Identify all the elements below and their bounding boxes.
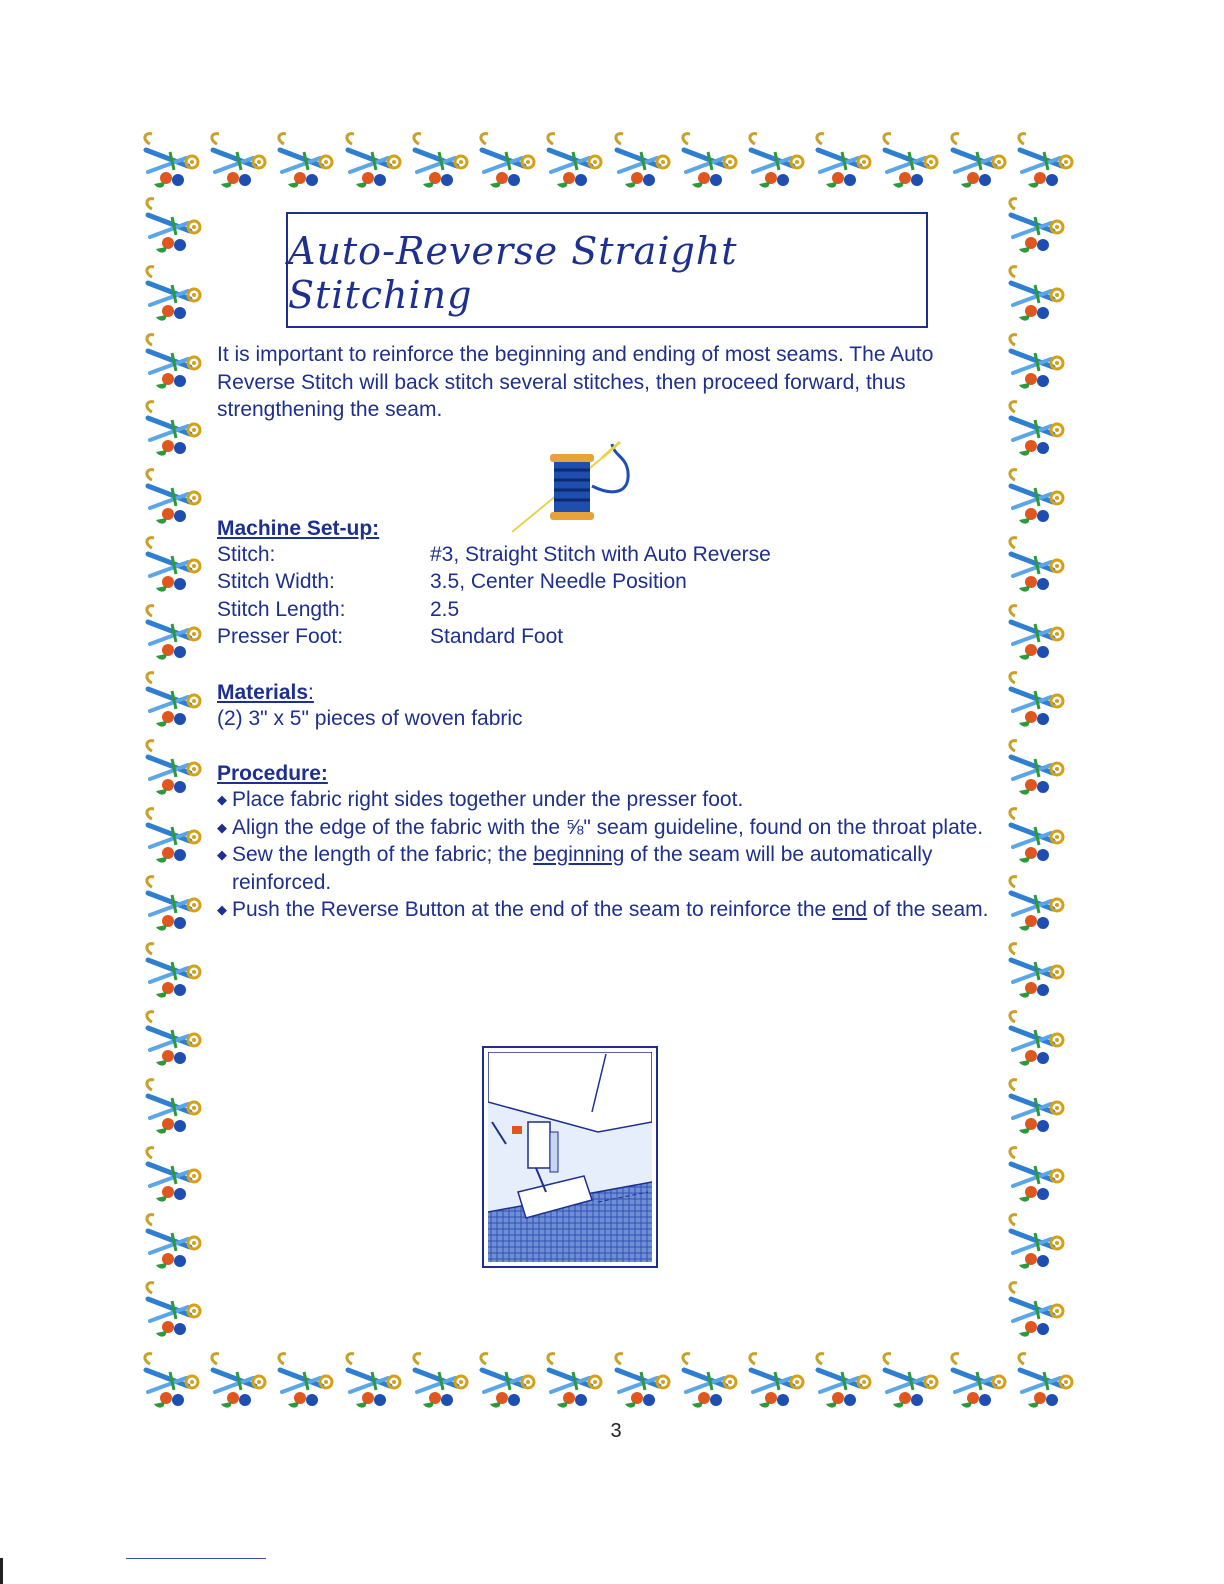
materials-heading (217, 681, 314, 705)
scissors-icon (947, 1350, 1013, 1416)
scissors-icon (678, 130, 744, 196)
materials-heading-text: Materials (217, 681, 309, 704)
scissor-border-right (1005, 195, 1071, 1345)
step-text: Sew the length of the fabric; the (232, 843, 534, 866)
step-emphasis: beginning (533, 843, 625, 866)
scissors-icon (409, 130, 475, 196)
list-item (217, 896, 1007, 924)
scissors-icon (142, 1144, 208, 1210)
scissors-icon (1005, 737, 1071, 803)
scissors-icon (142, 805, 208, 871)
setup-row (217, 569, 771, 597)
sewing-machine-figure (488, 1052, 652, 1262)
title-box (286, 212, 928, 328)
setup-label: Stitch Width: (217, 570, 335, 594)
setup-label: Stitch: (217, 542, 276, 566)
scissor-border-bottom (140, 1350, 1080, 1416)
page-title: Auto-Reverse Straight Stitching (288, 229, 738, 317)
scissors-icon (1005, 669, 1071, 735)
scissors-icon (1005, 805, 1071, 871)
scissors-icon (1005, 1008, 1071, 1074)
scissors-icon (142, 1076, 208, 1142)
intro-paragraph: It is important to reinforce the beginning and ending of most seams. The Auto Reverse Stitch will back stitch several stitches, then proceed forward, thus strengthening the seam. (217, 343, 934, 421)
step-emphasis: end (832, 898, 868, 921)
scissors-icon (1005, 1211, 1071, 1277)
procedure-step (232, 841, 1007, 896)
scissors-icon (812, 130, 878, 196)
machine-setup-heading: Machine Set-up: (217, 517, 380, 540)
scissors-icon (1014, 130, 1080, 196)
list-item (217, 786, 1007, 814)
materials-text: (2) 3" x 5" pieces of woven fabric (217, 707, 523, 730)
scan-edge-mark (0, 1558, 3, 1584)
setup-row (217, 541, 771, 569)
setup-label: Presser Foot: (217, 625, 344, 649)
list-item (217, 841, 1007, 896)
scissors-icon (142, 602, 208, 668)
machine-setup-table (217, 541, 771, 651)
procedure-list (217, 786, 1007, 924)
scissors-icon (1005, 466, 1071, 532)
scissors-icon (140, 1350, 206, 1416)
scissors-icon (142, 195, 208, 261)
scissors-icon (142, 1008, 208, 1074)
scissors-icon (142, 669, 208, 735)
bullet-icon: ◆ (217, 792, 227, 807)
presser-foot-illustration (482, 1046, 658, 1268)
scissors-icon (879, 1350, 945, 1416)
list-item (217, 814, 1007, 842)
scissors-icon (543, 1350, 609, 1416)
scissor-border-top (140, 130, 1080, 196)
scissors-icon (1005, 195, 1071, 261)
scissors-icon (611, 130, 677, 196)
scissors-icon (1005, 873, 1071, 939)
materials-heading-colon: : (308, 681, 314, 704)
scissors-icon (274, 130, 340, 196)
thread-spool-icon (512, 436, 644, 536)
scissors-icon (142, 873, 208, 939)
scissors-icon (476, 1350, 542, 1416)
scissors-icon (476, 130, 542, 196)
step-text: of the seam. (867, 898, 989, 921)
setup-value: Standard Foot (430, 625, 564, 649)
scissor-border-left (142, 195, 208, 1345)
step-text: of the seam will be automatically reinforced. (232, 843, 933, 894)
scissors-icon (342, 1350, 408, 1416)
scissors-icon (142, 534, 208, 600)
scissors-icon (142, 263, 208, 329)
scissors-icon (1005, 940, 1071, 1006)
scissors-icon (879, 130, 945, 196)
setup-row (217, 596, 771, 624)
scissors-icon (947, 130, 1013, 196)
scissors-icon (1005, 1279, 1071, 1345)
scissors-icon (1005, 331, 1071, 397)
step-text: Push the Reverse Button at the end of the seam to reinforce the (232, 898, 833, 921)
scissors-icon (274, 1350, 340, 1416)
procedure-step (232, 896, 988, 924)
scissors-icon (142, 466, 208, 532)
scissors-icon (142, 331, 208, 397)
scissors-icon (142, 737, 208, 803)
footer-rule (126, 1558, 266, 1559)
scissors-icon (1014, 1350, 1080, 1416)
scissors-icon (812, 1350, 878, 1416)
scissors-icon (1005, 1076, 1071, 1142)
bullet-icon: ◆ (217, 902, 227, 917)
procedure-heading: Procedure: (217, 762, 328, 785)
scissors-icon (207, 1350, 273, 1416)
procedure-step: Align the edge of the fabric with the ⅝" seam guideline, found on the throat plate. (232, 815, 984, 839)
scissors-icon (142, 1211, 208, 1277)
bullet-icon: ◆ (217, 819, 227, 835)
scissors-icon (1005, 398, 1071, 464)
setup-row (217, 624, 771, 652)
scissors-icon (140, 130, 206, 196)
scissors-icon (1005, 534, 1071, 600)
scissors-icon (611, 1350, 677, 1416)
setup-value: #3, Straight Stitch with Auto Reverse (430, 542, 771, 566)
scissors-icon (207, 130, 273, 196)
setup-value: 3.5, Center Needle Position (430, 570, 687, 594)
scissors-icon (745, 130, 811, 196)
scissors-icon (342, 130, 408, 196)
scissors-icon (142, 1279, 208, 1345)
bullet-icon: ◆ (217, 847, 227, 862)
setup-label: Stitch Length: (217, 597, 346, 621)
scissors-icon (409, 1350, 475, 1416)
scissors-icon (1005, 602, 1071, 668)
scissors-icon (142, 940, 208, 1006)
scissors-icon (543, 130, 609, 196)
page-number: 3 (610, 1420, 622, 1442)
scissors-icon (745, 1350, 811, 1416)
setup-value: 2.5 (430, 597, 460, 621)
procedure-step: Place fabric right sides together under the presser foot. (232, 788, 744, 811)
scissors-icon (1005, 1144, 1071, 1210)
scissors-icon (1005, 263, 1071, 329)
scissors-icon (142, 398, 208, 464)
scissors-icon (678, 1350, 744, 1416)
